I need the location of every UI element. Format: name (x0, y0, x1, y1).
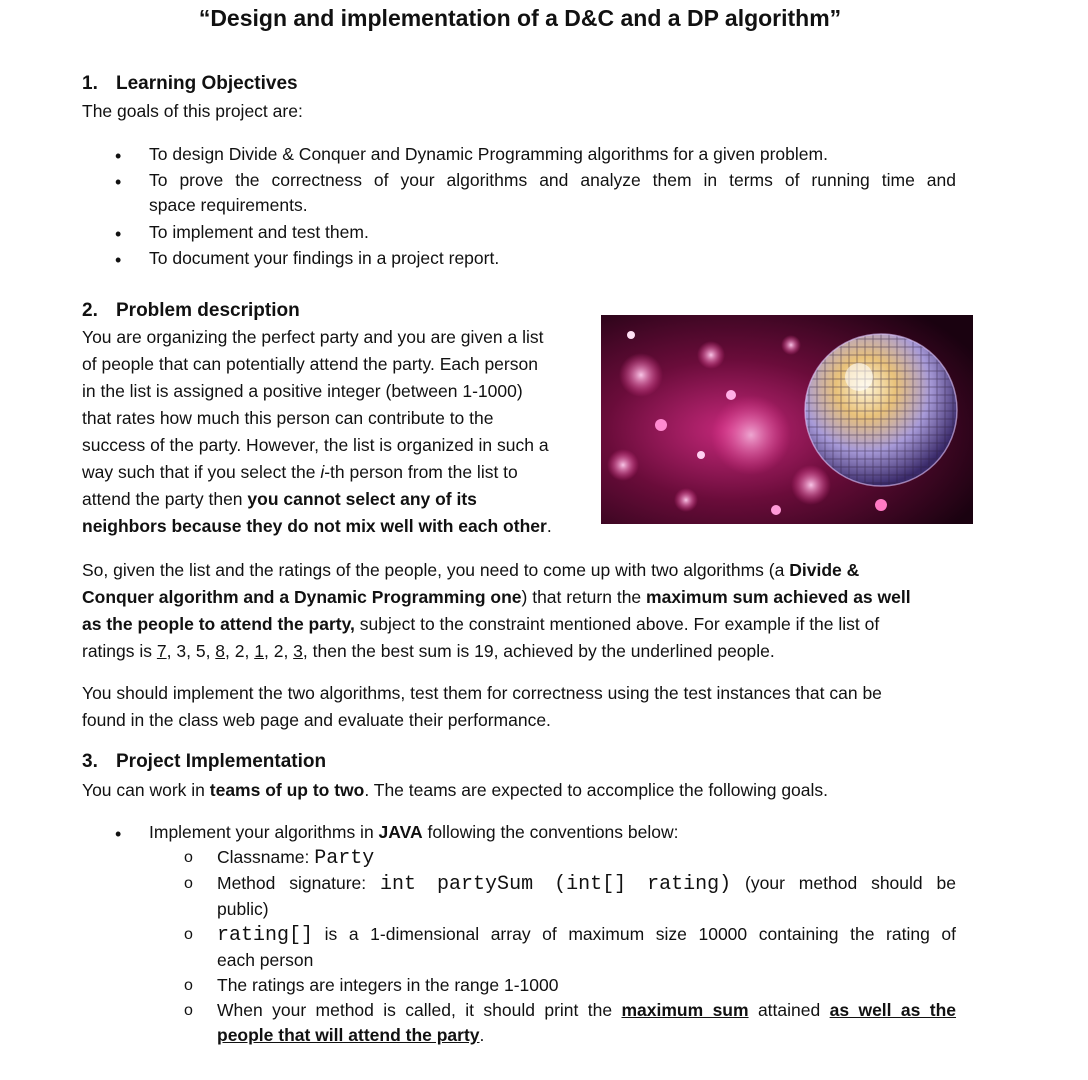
method-signature-item: Method signature: int partySum (int[] rating) (your method should be (217, 873, 956, 896)
section-3-number: 3. (82, 751, 98, 772)
constraint-emphasis: neighbors because they do not mix well with each other (82, 516, 547, 536)
objective-2-cont: space requirements. (149, 195, 308, 215)
sub-bullet-marker: o (184, 875, 193, 892)
problem-line: You are organizing the perfect party and you are given a list (82, 327, 544, 347)
sub-bullet-marker: o (184, 977, 193, 994)
rating-array-item: rating[] is a 1-dimensional array of maximum size 10000 containing the rating of (217, 924, 956, 947)
paragraph-line: So, given the list and the ratings of the people, you need to come up with two algorithms (a Divide & (82, 560, 860, 580)
sub-bullet-marker: o (184, 926, 193, 943)
rating: 5 (195, 641, 206, 661)
section-2-title: Problem description (116, 300, 300, 321)
bullet-marker: • (115, 250, 122, 270)
document-title: “Design and implementation of a D&C and a DP algorithm” (198, 5, 842, 31)
sub-bullet-marker: o (184, 1002, 193, 1019)
section-1-title: Learning Objectives (116, 73, 298, 94)
rating-selected: 7 (156, 641, 167, 661)
section-1-heading (82, 73, 298, 95)
rating-selected: 8 (215, 641, 226, 661)
paragraph-line: Conquer algorithm and a Dynamic Programming one) that return the maximum sum achieved as well (82, 587, 911, 607)
problem-line: in the list is assigned a positive integer (between 1-1000) (82, 381, 523, 401)
section-3-heading (82, 751, 326, 773)
objective-4: To document your findings in a project report. (149, 248, 500, 268)
paragraph-line: You should implement the two algorithms, test them for correctness using the test instances that can be (82, 683, 882, 703)
bullet-marker: • (115, 224, 122, 244)
objective-3: To implement and test them. (149, 222, 369, 242)
rating-selected: 1 (254, 641, 264, 661)
rating: 2 (234, 641, 245, 661)
rating: 2 (273, 641, 284, 661)
paragraph-line: found in the class web page and evaluate their performance. (82, 710, 551, 730)
disco-ball-image (601, 315, 973, 524)
bullet-marker: • (115, 824, 122, 844)
bullet-marker: • (115, 172, 122, 192)
ratings-example-line: ratings is 7, 3, 5, 8, 2, 1, 2, 3, then the best sum is 19, achieved by the underlined people. (82, 641, 775, 661)
section-3-title: Project Implementation (116, 751, 327, 772)
section-3-intro: You can work in teams of up to two. The teams are expected to accomplice the following goals. (82, 780, 829, 800)
objective-2: To prove the correctness of your algorithms and analyze them in terms of running time and (149, 170, 956, 190)
rating-array-cont: each person (217, 950, 314, 970)
objective-1: To design Divide & Conquer and Dynamic Programming algorithms for a given problem. (149, 144, 828, 164)
section-2-heading (82, 300, 300, 322)
rating: 3 (176, 641, 187, 661)
output-requirement-cont: people that will attend the party. (217, 1025, 485, 1045)
code-method-signature: int partySum (int[] rating) (380, 873, 732, 896)
classname-item: Classname: Party (217, 847, 375, 870)
method-signature-cont: public) (217, 899, 269, 919)
paragraph-line: as the people to attend the party, subject to the constraint mentioned above. For example if the list of (82, 614, 880, 634)
section-1-number: 1. (82, 73, 98, 94)
problem-line: way such that if you select the i-th person from the list to (82, 462, 518, 482)
problem-line: success of the party. However, the list is organized in such a (82, 435, 549, 455)
implementation-bullet: Implement your algorithms in JAVA following the conventions below: (149, 822, 679, 842)
code-rating-array: rating[] (217, 924, 314, 947)
code-classname: Party (314, 847, 375, 870)
problem-line: of people that can potentially attend the party. Each person (82, 354, 538, 374)
bullet-marker: • (115, 146, 122, 166)
problem-line: that rates how much this person can contribute to the (82, 408, 494, 428)
italic-i: i (320, 462, 325, 482)
section-2-number: 2. (82, 300, 98, 321)
constraint-emphasis: you cannot select any of its (247, 489, 477, 509)
sub-bullet-marker: o (184, 849, 193, 866)
section-1-intro: The goals of this project are: (82, 101, 303, 121)
ratings-range-item: The ratings are integers in the range 1-1000 (217, 975, 559, 995)
problem-line: attend the party then you cannot select any of its (82, 489, 477, 509)
rating-selected: 3 (293, 641, 303, 661)
disco-ball-illustration (601, 315, 973, 524)
output-requirement-item: When your method is called, it should print the maximum sum attained as well as the (217, 1000, 957, 1020)
problem-line: neighbors because they do not mix well with each other. (82, 516, 552, 536)
